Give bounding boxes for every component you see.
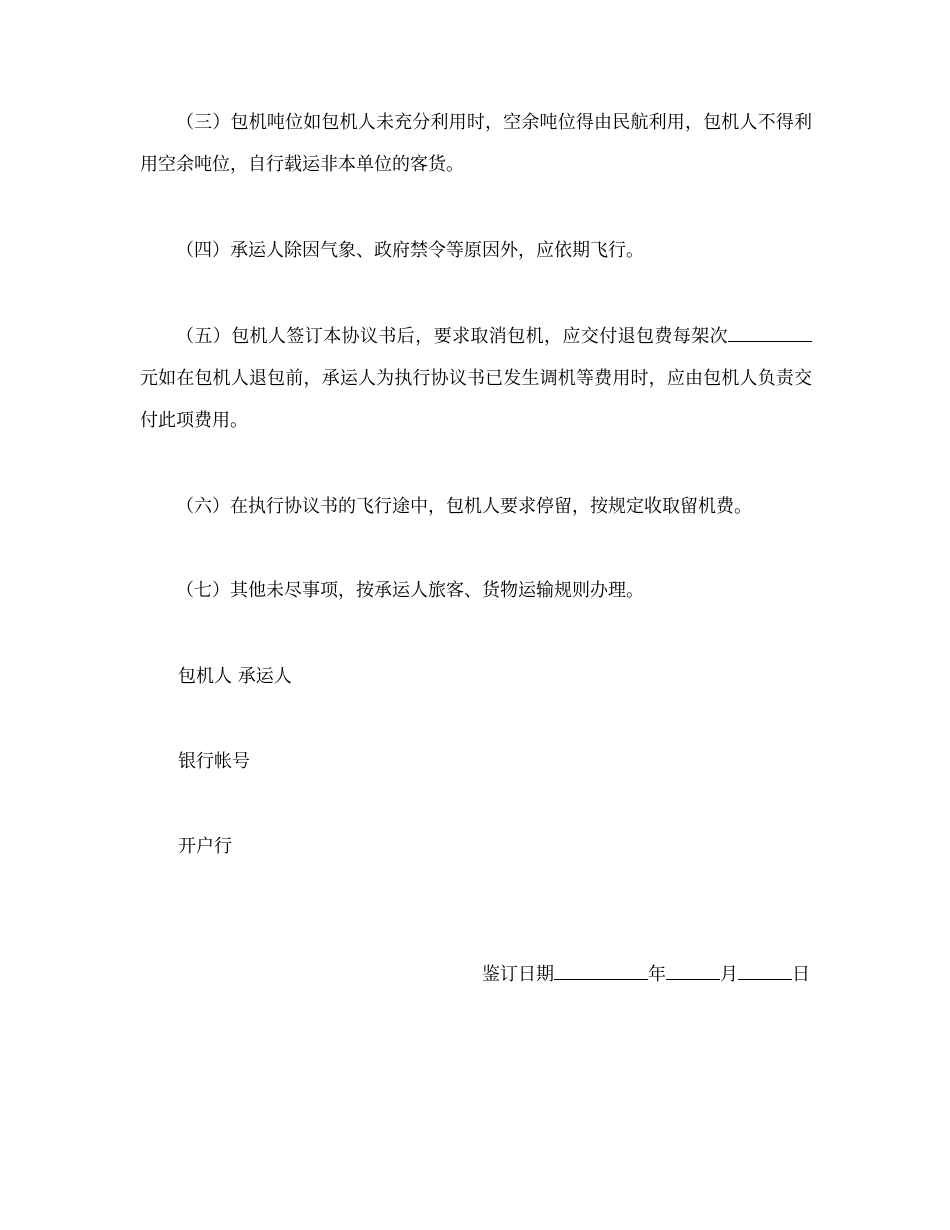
date-label: 鉴订日期 bbox=[482, 964, 554, 985]
day-label: 日 bbox=[792, 964, 810, 985]
clause-5-cont: 如在包机人退包前，承运人为执行协议书已发生调机等费用时，应由包机人负责交付此项费用。 bbox=[140, 368, 813, 431]
clause-4: （四）承运人除因气象、政府禁令等原因外，应依期飞行。 bbox=[176, 240, 644, 261]
month-blank bbox=[666, 961, 720, 980]
clause-3: （三）包机吨位如包机人未充分利用时，空余吨位得由民航利用，包机人不得利用空余吨位，自行载运非本单位的客货。 bbox=[140, 112, 812, 175]
signing-date bbox=[482, 960, 810, 990]
month-label: 月 bbox=[720, 964, 738, 985]
clause-5-unit: 元 bbox=[140, 368, 159, 389]
clause-6: （六）在执行协议书的飞行途中，包机人要求停留，按规定收取留机费。 bbox=[176, 496, 752, 517]
bank-label: 开户行 bbox=[178, 836, 232, 857]
fee-blank bbox=[728, 323, 812, 342]
clause-7: （七）其他未尽事项，按承运人旅客、货物运输规则办理。 bbox=[176, 580, 644, 601]
day-blank bbox=[738, 961, 792, 980]
year-blank bbox=[554, 961, 648, 980]
clause-5-text: （五）包机人签订本协议书后，要求取消包机，应交付退包费每架次 bbox=[176, 326, 728, 347]
signature-parties: 包机人 承运人 bbox=[178, 666, 292, 687]
clause-5 bbox=[140, 316, 812, 442]
bank-account-label: 银行帐号 bbox=[178, 751, 250, 772]
year-label: 年 bbox=[648, 964, 666, 985]
